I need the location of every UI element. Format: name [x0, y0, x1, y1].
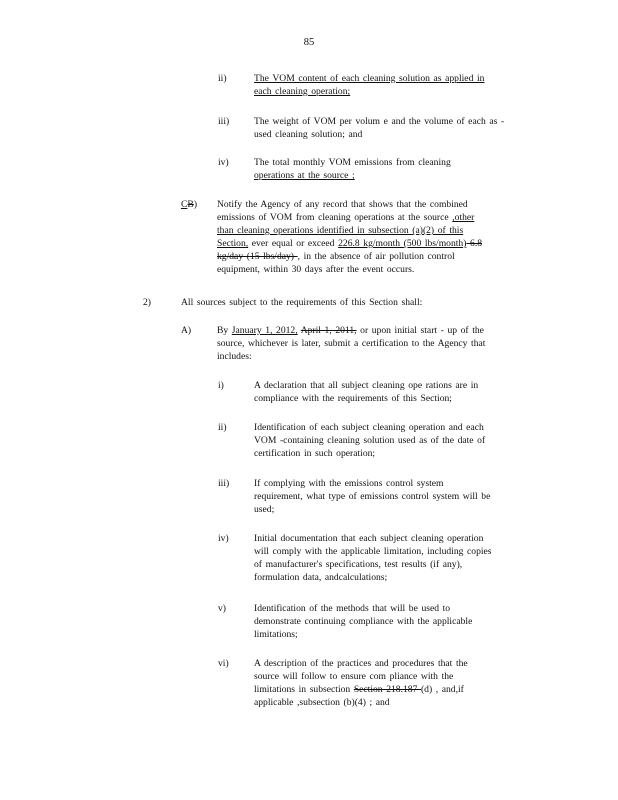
item-text: [254, 379, 544, 405]
text-line: [217, 263, 537, 276]
text-line: [217, 237, 537, 250]
text-line: [254, 379, 544, 392]
text-run: equipment, within 30 days after the event occurs.: [217, 264, 415, 275]
text-line: [254, 169, 554, 182]
inserted-text: than cleaning operations identified in subsection (a)(2) of this: [217, 225, 464, 236]
text-line: [217, 324, 547, 337]
text-run: If complying with the emissions control system: [254, 478, 444, 489]
text-run: Notify the Agency of any record that shows that the combined: [217, 199, 468, 210]
text-run: The total monthly VOM emissions from cleaning: [254, 157, 451, 168]
text-line: [254, 85, 554, 98]
text-run: Identification of each subject cleaning operation and each: [254, 422, 484, 433]
deleted-text: Section 218.187: [353, 684, 421, 695]
text-line: [254, 392, 544, 405]
deleted-text: April 1, 2011,: [300, 325, 357, 336]
text-line: [254, 670, 544, 683]
text-run: limitations in subsection: [254, 684, 354, 695]
text-run: A declaration that all subject cleaning ope rations are in: [254, 380, 479, 391]
item-text: [254, 421, 544, 460]
text-line: [217, 211, 537, 224]
item-label: ii): [218, 73, 227, 84]
text-line: [254, 128, 554, 141]
text-line: [217, 350, 547, 363]
item-label: 2): [143, 297, 151, 308]
inserted-text: operations at the source ;: [254, 170, 355, 181]
text-run: formulation data, andcalculations;: [254, 572, 388, 583]
item-text: [254, 657, 544, 709]
text-run: A description of the practices and procedures that the: [254, 658, 468, 669]
text-line: [254, 696, 544, 709]
text-run: source will follow to ensure com pliance with the: [254, 671, 454, 682]
text-line: [254, 115, 554, 128]
text-run: or upon initial start - up of the: [356, 325, 484, 336]
page-number: 85: [303, 37, 315, 48]
item-text: [254, 477, 544, 516]
item-label: v): [218, 603, 226, 614]
deleted-text: kg/day (15 lbs/day): [217, 251, 298, 262]
text-line: [254, 434, 544, 447]
item-label: vi): [218, 658, 229, 669]
inserted-text: 226.8 kg/month (500 lbs/month): [338, 238, 467, 249]
item-text: [181, 296, 521, 309]
text-line: [217, 198, 537, 211]
inserted-text: January 1, 2012,: [231, 325, 298, 336]
text-line: [254, 683, 544, 696]
text-run: certification in such operation;: [254, 448, 376, 459]
text-run: used cleaning solution; and: [254, 129, 363, 140]
text-run: (d) , and,if: [420, 684, 464, 695]
text-run: applicable ,subsection (b)(4) ; and: [254, 697, 390, 708]
inserted-text: The VOM content of each cleaning solution as applied in: [254, 73, 485, 84]
text-line: [181, 296, 521, 309]
text-run: of manufacturer's specifications, test results (if any),: [254, 559, 463, 570]
item-label: ii): [218, 422, 227, 433]
inserted-text: ,other: [452, 212, 475, 223]
text-line: [254, 602, 544, 615]
deleted-text: 6.8: [466, 238, 483, 249]
item-label: iv): [218, 533, 229, 544]
text-line: [217, 250, 537, 263]
item-label: iv): [218, 157, 229, 168]
text-run: compliance with the requirements of this Section;: [254, 393, 452, 404]
text-run: used;: [254, 504, 275, 515]
inserted-text: each cleaning operation;: [254, 86, 351, 97]
deleted-text: B: [187, 199, 194, 210]
text-run: The weight of VOM per volum e and the volume of each as -: [254, 116, 505, 127]
item-text: [217, 198, 537, 276]
item-label: iii): [218, 116, 230, 127]
text-line: [217, 337, 547, 350]
item-text: [254, 156, 554, 182]
item-label-cb: [181, 198, 197, 211]
item-label: i): [218, 380, 224, 391]
text-line: [254, 477, 544, 490]
text-run: All sources subject to the requirements of this Section shall:: [181, 297, 423, 308]
item-text: [254, 532, 544, 584]
text-run: requirement, what type of emissions control system will be: [254, 491, 491, 502]
item-text: [254, 72, 554, 98]
text-run: includes:: [217, 351, 252, 362]
text-run: emissions of VOM from cleaning operations at the source: [217, 212, 453, 223]
text-run: source, whichever is later, submit a certification to the Agency that: [217, 338, 486, 349]
text-line: [254, 532, 544, 545]
text-line: [254, 72, 554, 85]
text-run: By: [217, 325, 232, 336]
item-text: [254, 115, 554, 141]
text-run: will comply with the applicable limitation, including copies: [254, 546, 492, 557]
text-line: [254, 628, 544, 641]
text-line: [254, 558, 544, 571]
text-line: [254, 156, 554, 169]
text-run: Initial documentation that each subject cleaning operation: [254, 533, 484, 544]
item-text: [217, 324, 547, 363]
item-label: iii): [218, 478, 230, 489]
text-run: , in the absence of air pollution control: [297, 251, 455, 262]
text-line: [254, 545, 544, 558]
text-run: Identification of the methods that will be used to: [254, 603, 451, 614]
inserted-text: C: [181, 199, 188, 210]
text-run: ever equal or exceed: [248, 238, 339, 249]
text-run: ): [193, 199, 198, 210]
text-line: [254, 503, 544, 516]
text-line: [254, 615, 544, 628]
text-line: [254, 571, 544, 584]
text-line: [254, 421, 544, 434]
text-line: [217, 224, 537, 237]
item-label: A): [181, 325, 192, 336]
item-text: [254, 602, 544, 641]
text-run: limitations;: [254, 629, 298, 640]
inserted-text: Section,: [217, 238, 249, 249]
text-line: [254, 447, 544, 460]
text-line: [254, 657, 544, 670]
text-run: demonstrate continuing compliance with the applicable: [254, 616, 473, 627]
text-run: VOM -containing cleaning solution used as of the date of: [254, 435, 486, 446]
text-line: [254, 490, 544, 503]
